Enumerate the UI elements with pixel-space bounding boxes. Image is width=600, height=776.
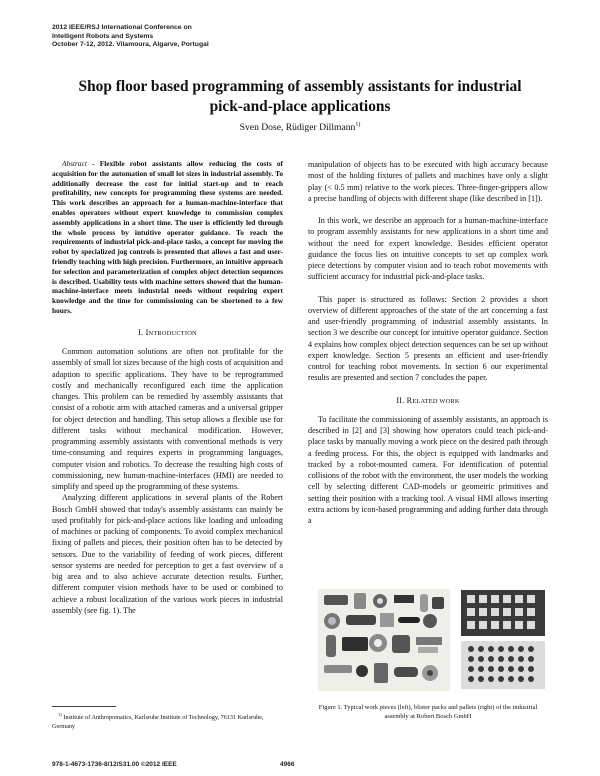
right-column <box>308 159 548 526</box>
intro-paragraph-1: Common automation solutions are often not profitable for the assembly of small lot sizes because of the high costs of acquisition and adaption to specific applications. They have to be reprogrammed costly and mechanically reconfigured each time the application changes. This problem can be remedied by assembly assistants that consist of a robotic arm with attached cameras and a universal gripper for object detection and handling. This setup allows a flexible use for different tasks without mechanical modification. However, programming assembly assistants with conventional methods is very time-consuming and requires experts in programming languages, computer vision and robotics. To decrease the resulting high costs of commissioning, new human-machine-interfaces (HMI) are needed to simplify and speed up the programming of these systems. <box>52 347 283 491</box>
conference-header <box>52 24 352 50</box>
section-title-rest: ELATED WORK <box>412 397 460 405</box>
abstract <box>52 159 283 316</box>
related-paragraph-1: To facilitate the commissioning of assembly assistants, an approach is described in [2] and [3] showing how operators could teach pick-and-place tasks by manually moving a work piece on the desired path through a feeding process. For this, the object is equipped with landmarks and tracked by a robot-mounted camera. For identification of potential collisions of the robot with the environment, the user models the working cell by selecting different CAD-models or geometric primitives and setting their position with a tracking tool. A visual HMI allows inserting extra actions by icon-based programming and adding further data through a <box>308 414 548 525</box>
figure-caption: Figure 1. Typical work pieces (left), blister packs and pallets (right) of the industrial assembly at Robert Bosch GmbH <box>318 704 538 720</box>
work-pieces-illustration <box>318 589 450 691</box>
abstract-label: Abstract <box>62 159 87 168</box>
left-column <box>52 159 283 616</box>
section-heading-introduction <box>52 327 283 339</box>
footnote-rule <box>52 706 116 707</box>
section-title-rest: NTRODUCTION <box>148 329 197 337</box>
figure-pallets-photo <box>459 589 547 691</box>
figure-work-pieces-photo <box>318 589 450 691</box>
section-initial: I <box>145 327 149 337</box>
paper-title: Shop floor based programming of assembly assistants for industrial pick-and-place applications <box>78 78 522 115</box>
section-numeral: I. <box>138 327 144 337</box>
isbn-copyright: 978-1-4673-1736-8/12/S31.00 ©2012 IEEE <box>52 761 177 768</box>
author-affiliation-marker: 1) <box>355 122 361 128</box>
conference-line-3: October 7-12, 2012. Vilamoura, Algarve, Portugal <box>52 41 209 49</box>
conference-line-1: 2012 IEEE/RSJ International Conference on <box>52 24 192 31</box>
footnote <box>52 711 283 731</box>
abstract-text: - Flexible robot assistants allow reducing the costs of acquisition for the automation of small lot sizes in industrial assembly. To additionally decrease the cost for initial start-up and to reach profitability, new concepts for programming these systems are needed. This work describes an approach for a human-machine-interface that enables operators without expert knowledge to commission complex assembly applications in a short time. The user is efficiently led through the whole process by intuitive operator guidance. To reach the requirements of industrial pick-and-place tasks, a concept for moving the robot by specialized jog controls is presented that allows a fast and user-friendly teaching with high precision. Furthermore, an intuitive approach for selection and parameterization of complex object detection sequences is described. Usability tests with machine setters showed that the human-machine-interface meets industrial needs without requiring expert knowledge and the time for commissioning can be shortened to a few hours. <box>52 159 283 315</box>
page-number: 4966 <box>280 761 295 768</box>
conference-line-2: Intelligent Robots and Systems <box>52 32 154 40</box>
intro-paragraph-2: Analyzing different applications in several plants of the Robert Bosch GmbH showed that today's assembly assistants can mainly be used profitably for pick-and-place actions like loading and unloading of machines or packing of components. To avoid complex mechanical fixing of pallets and pieces, their position often has to be detected by sensors. Due to the variability of feeding of work pieces, different sensor systems are needed for perception to get a fast overview of a big area and to also achieve accurate detection results. Further, different computer vision methods have to be used or combined to achieve a robust localization of the various work pieces in industrial assembly (see fig. 1). The <box>52 493 283 615</box>
section-initial: R <box>406 395 413 405</box>
right-paragraph-2: In this work, we describe an approach for a human-machine-interface to program assembly assistants for new applications in a short time and without the need for expert knowledge. Besides efficient operator guidance the focus lies on intuitive concepts to set up complex work piece detections by computer vision and to teach robot movements with sufficient accuracy for industrial pick-and-place tasks. <box>308 216 548 282</box>
right-paragraph-3: This paper is structured as follows: Section 2 provides a short overview of different approaches of the state of the art concerning a fast and user-friendly programming of industrial assembly assistants. In section 3 we describe our concept for intuitive operator guidance. Section 4 explains how complex object detection sequences can be set up without expert knowledge. Section 5 presents an efficient and user-friendly control for teaching robot movements. In section 6 our experimental results are presented and section 7 concludes the paper. <box>308 294 548 383</box>
author-names: Sven Dose, Rüdiger Dillmann <box>239 122 356 134</box>
footnote-marker: 1) <box>58 712 62 717</box>
section-heading-related-work <box>308 395 548 407</box>
right-paragraph-1: manipulation of objects has to be executed with high accuracy because most of the holding fixtures of pallets and machines have only a slight play (< 0.5 mm) relative to the work pieces. Three-finger-grippers allow a precise handling of objects with different shape (like described in [1]). <box>308 160 548 203</box>
footnote-text: Institute of Anthropomatics, Karlsruhe Institute of Technology, 76131 Karlsruhe, Germany <box>52 714 264 730</box>
author-line <box>60 122 540 133</box>
pallets-illustration <box>459 589 547 691</box>
section-numeral: II. <box>396 395 405 405</box>
